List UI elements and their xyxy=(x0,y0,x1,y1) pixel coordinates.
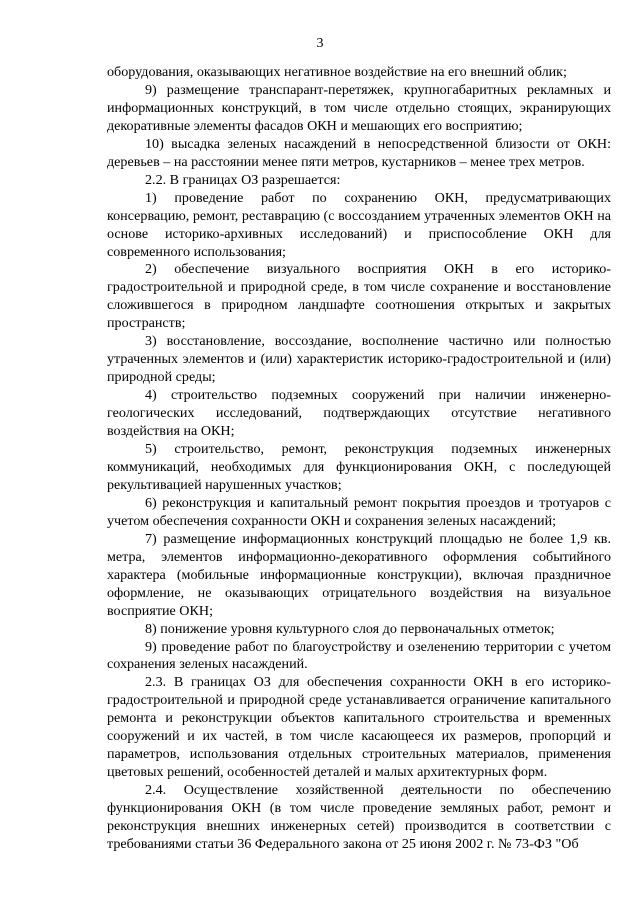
continued-paragraph: оборудования, оказывающих негативное воздействие на его внешний облик; xyxy=(107,64,567,80)
paragraph: 5) строительство, ремонт, реконструкция подземных инженерных коммуникаций, необходимых для функционирования ОКН, с последующей рекультивацией нарушенных участков; xyxy=(107,441,611,493)
paragraph: 4) строительство подземных сооружений при наличии инженерно-геологических исследований, подтверждающих отсутствие негативного воздействия на ОКН; xyxy=(107,387,611,440)
paragraph: 2.4. Осуществление хозяйственной деятельности по обеспечению функционирования ОКН (в том числе проведение земляных работ, ремонт и реконструкция внешних инженерных сетей) производится в соответствии с требованиями статьи 36 Федерального закона от 25 июня 2002 г. № 73-ФЗ "Об xyxy=(107,782,611,852)
paragraph: 3) восстановление, воссоздание, восполнение частично или полностью утраченных элементов и (или) характеристик историко-градостроительной и (или) природной среды; xyxy=(107,333,611,386)
page-number: 3 xyxy=(316,36,324,51)
paragraph: 9) проведение работ по благоустройству и озеленению территории с учетом сохранения зеленых насаждений. xyxy=(107,638,611,673)
paragraph: 10) высадка зеленых насаждений в непосредственной близости от ОКН: деревьев – на расстоянии менее пяти метров, кустарников – менее трех метров. xyxy=(107,135,611,170)
document-body xyxy=(107,64,611,854)
paragraph: 1) проведение работ по сохранению ОКН, предусматривающих консервацию, ремонт, реставрацию (с воссозданием утраченных элементов ОКН на основе историко-архивных исследований) и приспособление ОКН для современного использования; xyxy=(107,189,611,260)
paragraph: 2) обеспечение визуального восприятия ОКН в его историко-градостроительной и природной среде, в том числе сохранение и восстановление сложившегося в природном ландшафте соотношения открытых и закрытых пространств; xyxy=(107,261,611,332)
paragraph: 9) размещение транспарант-перетяжек, крупногабаритных рекламных и информационных конструкций, в том числе отдельно стоящих, экранирующих декоративные элементы фасадов ОКН и мешающих его восприятию; xyxy=(107,81,611,134)
paragraph: 7) размещение информационных конструкций площадью не более 1,9 кв. метра, элементов информационно-декоративного оформления событийного характера (мобильные информационные конструкции), включая праздничное оформление, не оказывающих отрицательного воздействия на визуальное восприятие ОКН; xyxy=(107,530,611,619)
paragraph: 6) реконструкция и капитальный ремонт покрытия проездов и тротуаров с учетом обеспечения сохранности ОКН и сохранения зеленых насаждений; xyxy=(107,494,611,529)
paragraph: 8) понижение уровня культурного слоя до первоначальных отметок; xyxy=(145,620,555,637)
paragraph: 2.3. В границах ОЗ для обеспечения сохранности ОКН в его историко-градостроительной и природной среде устанавливается ограничение капитального ремонта и реконструкции объектов капитального строительства и временных сооружений и их частей, в том числе касающееся их размеров, пропорций и параметров, использования отдельных строительных материалов, применения цветовых решений, особенностей деталей и малых архитектурных форм. xyxy=(107,674,611,781)
paragraph: 2.2. В границах ОЗ разрешается: xyxy=(145,171,341,188)
